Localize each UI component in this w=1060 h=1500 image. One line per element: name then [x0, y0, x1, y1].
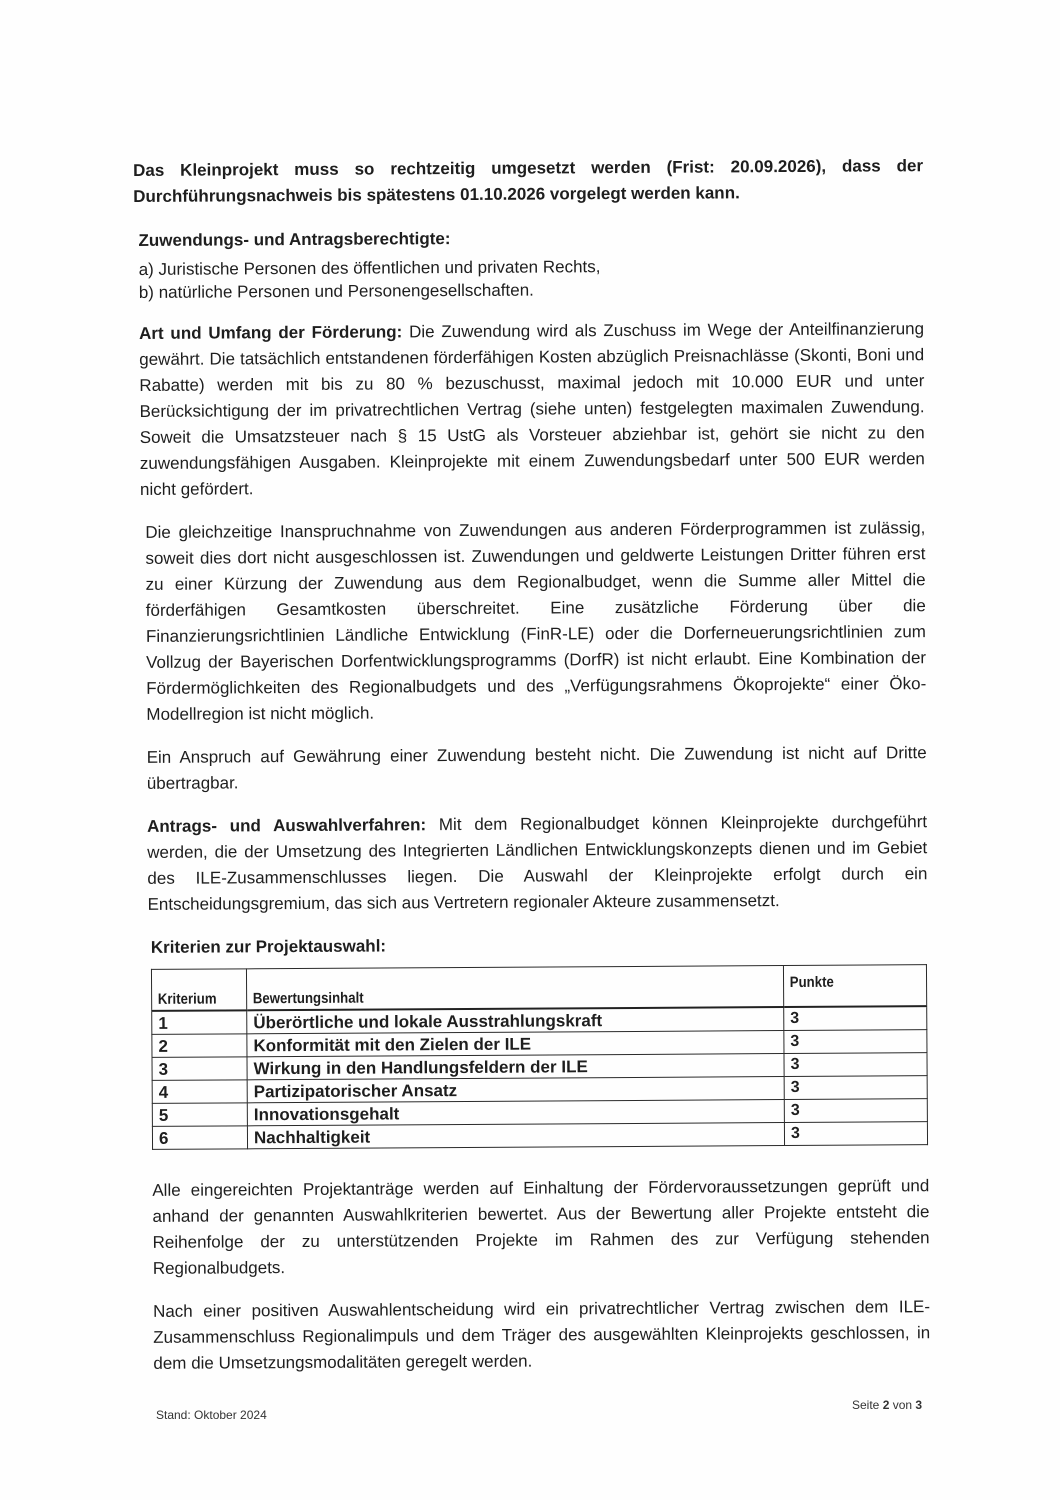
criterion-number: 1 — [152, 1010, 247, 1034]
column-header-punkte: Punkte — [783, 965, 909, 1007]
funding-text: Die Zuwendung wird als Zuschuss im Wege der Anteilfinanzierung gewährt. Die tatsächlich entstandenen förderfähigen Kosten abzüglich Preisnachlässe (Skonti, Boni und Rabatte) werden mit bis zu 80 % bezuschusst, maximal jedoch mit 10.000 EUR und unter Berücksichtigung der im privatrechtlichen Vertrag (siehe unten) festgelegten maximalen Zuwendung. Soweit die Umsatzsteuer nach § 15 UstG als Vorsteuer abziehbar ist, gehört sie nicht zu den zuwendungsfähigen Ausgaben. Kleinprojekte mit einem Zuwendungsbedarf unter 500 EUR werden nicht gefördert. — [139, 319, 925, 499]
procedure-paragraph — [137, 809, 928, 918]
criterion-points: 3 — [784, 1076, 927, 1100]
page-number — [852, 1398, 922, 1412]
funding-paragraph — [134, 316, 925, 503]
criterion-content: Nachhaltigkeit — [247, 1123, 784, 1149]
evaluation-paragraph: Alle eingereichten Projektanträge werden auf Einhaltung der Fördervoraussetzungen geprüft und anhand der genannten Auswahlkriterien bewertet. Aus der Bewertung aller Projekte entsteht die Reihenfolge der zu unterstützenden Projekte im Rahmen des zur Verfügung stehenden Regionalbudgets. — [152, 1176, 930, 1278]
criterion-content: Innovationsgehalt — [247, 1100, 784, 1126]
claim-paragraph: Ein Anspruch auf Gewährung einer Zuwendung besteht nicht. Die Zuwendung ist nicht auf Dritte übertragbar. — [146, 743, 927, 793]
criterion-number: 2 — [152, 1034, 247, 1058]
criteria-heading: Kriterien zur Projektauswahl: — [150, 936, 387, 957]
page-total: 3 — [915, 1398, 923, 1412]
criterion-content: Partizipatorischer Ansatz — [247, 1077, 784, 1103]
footer-stand: Stand: Oktober 2024 — [156, 1408, 267, 1422]
criterion-points: 3 — [784, 1030, 927, 1054]
column-header-kriterium: Kriterium — [151, 969, 235, 1011]
eligible-list — [139, 253, 924, 304]
criterion-points: 3 — [784, 1099, 927, 1123]
contract-paragraph: Nach einer positiven Auswahlentscheidung wird ein privatrechtlicher Vertrag zwischen dem ILE-Zusammenschluss Regionalimpuls und dem Träger des ausgewählten Kleinprojekts geschlossen, in dem die Umsetzungsmodalitäten geregelt werden. — [152, 1297, 931, 1373]
criterion-number: 3 — [152, 1057, 247, 1081]
eligible-heading: Zuwendungs- und Antragsberechtigte: — [138, 229, 451, 250]
criteria-header-row — [151, 965, 926, 1011]
combination-paragraph: Die gleichzeitige Inanspruchnahme von Zuwendungen aus anderen Förderprogrammen ist zulässig, soweit dies dort nicht ausgeschlossen ist. Zuwendungen und geldwerte Leistungen Dritter führen erst zu einer Kürzung der Zuwendung aus dem Regionalbudget, wenn die Summe aller Mittel die förderfähigen Gesamtkosten überschreitet. Eine zusätzliche Förderung über die Finanzierungsrichtlinien Ländliche Entwicklung (FinR-LE) oder die Dorferneuerungsrichtlinien zum Vollzug der Bayerischen Dorfentwicklungsprogramms (DorfR) ist nicht erlaubt. Eine Kombination der Fördermöglichkeiten des Regionalbudgets und des „Verfügungsrahmens Ökoprojekte“ einer Öko-Modellregion ist nicht möglich. — [145, 518, 927, 724]
page-current: 2 — [882, 1398, 890, 1412]
criterion-number: 4 — [152, 1080, 247, 1104]
page-prefix: Seite — [852, 1398, 883, 1412]
criterion-content: Überörtliche und lokale Ausstrahlungskraft — [247, 1007, 784, 1034]
column-header-bewertungsinhalt: Bewertungsinhalt — [246, 966, 719, 1010]
document-body — [133, 153, 931, 1394]
funding-label: Art und Umfang der Förderung: — [139, 322, 403, 343]
criterion-content: Konformität mit den Zielen der ILE — [247, 1031, 784, 1057]
criteria-table — [151, 964, 928, 1150]
criterion-points: 3 — [784, 1053, 927, 1077]
criterion-number: 5 — [152, 1103, 247, 1127]
eligible-section — [133, 223, 923, 304]
deadline-paragraph: Das Kleinprojekt muss so rechtzeitig umgesetzt werden (Frist: 20.09.2026), dass der Durchführungsnachweis bis spätestens 01.10.2026 vorgelegt werden kann. — [133, 156, 924, 206]
page-middle: von — [889, 1398, 916, 1412]
eligible-item: a) Juristische Personen des öffentlichen und privaten Rechts, — [138, 257, 601, 279]
procedure-label: Antrags- und Auswahlverfahren: — [147, 815, 427, 836]
table-row — [152, 1122, 927, 1150]
criterion-content: Wirkung in den Handlungsfeldern der ILE — [247, 1054, 784, 1080]
criterion-points: 3 — [784, 1006, 927, 1030]
procedure-text: Mit dem Regionalbudget können Kleinprojekte durchgeführt werden, die der Umsetzung des Integrierten Ländlichen Entwicklungskonzepts dienen und im Gebiet des ILE-Zusammenschlusses liegen. Die Auswahl der Kleinprojekte erfolgt durch ein Entscheidungsgremium, das sich aus Vertretern regionaler Akteure zusammensetzt. — [147, 812, 928, 914]
criterion-number: 6 — [152, 1126, 247, 1150]
criterion-points: 3 — [784, 1122, 927, 1146]
eligible-item: b) natürliche Personen und Personengesellschaften. — [138, 280, 534, 302]
